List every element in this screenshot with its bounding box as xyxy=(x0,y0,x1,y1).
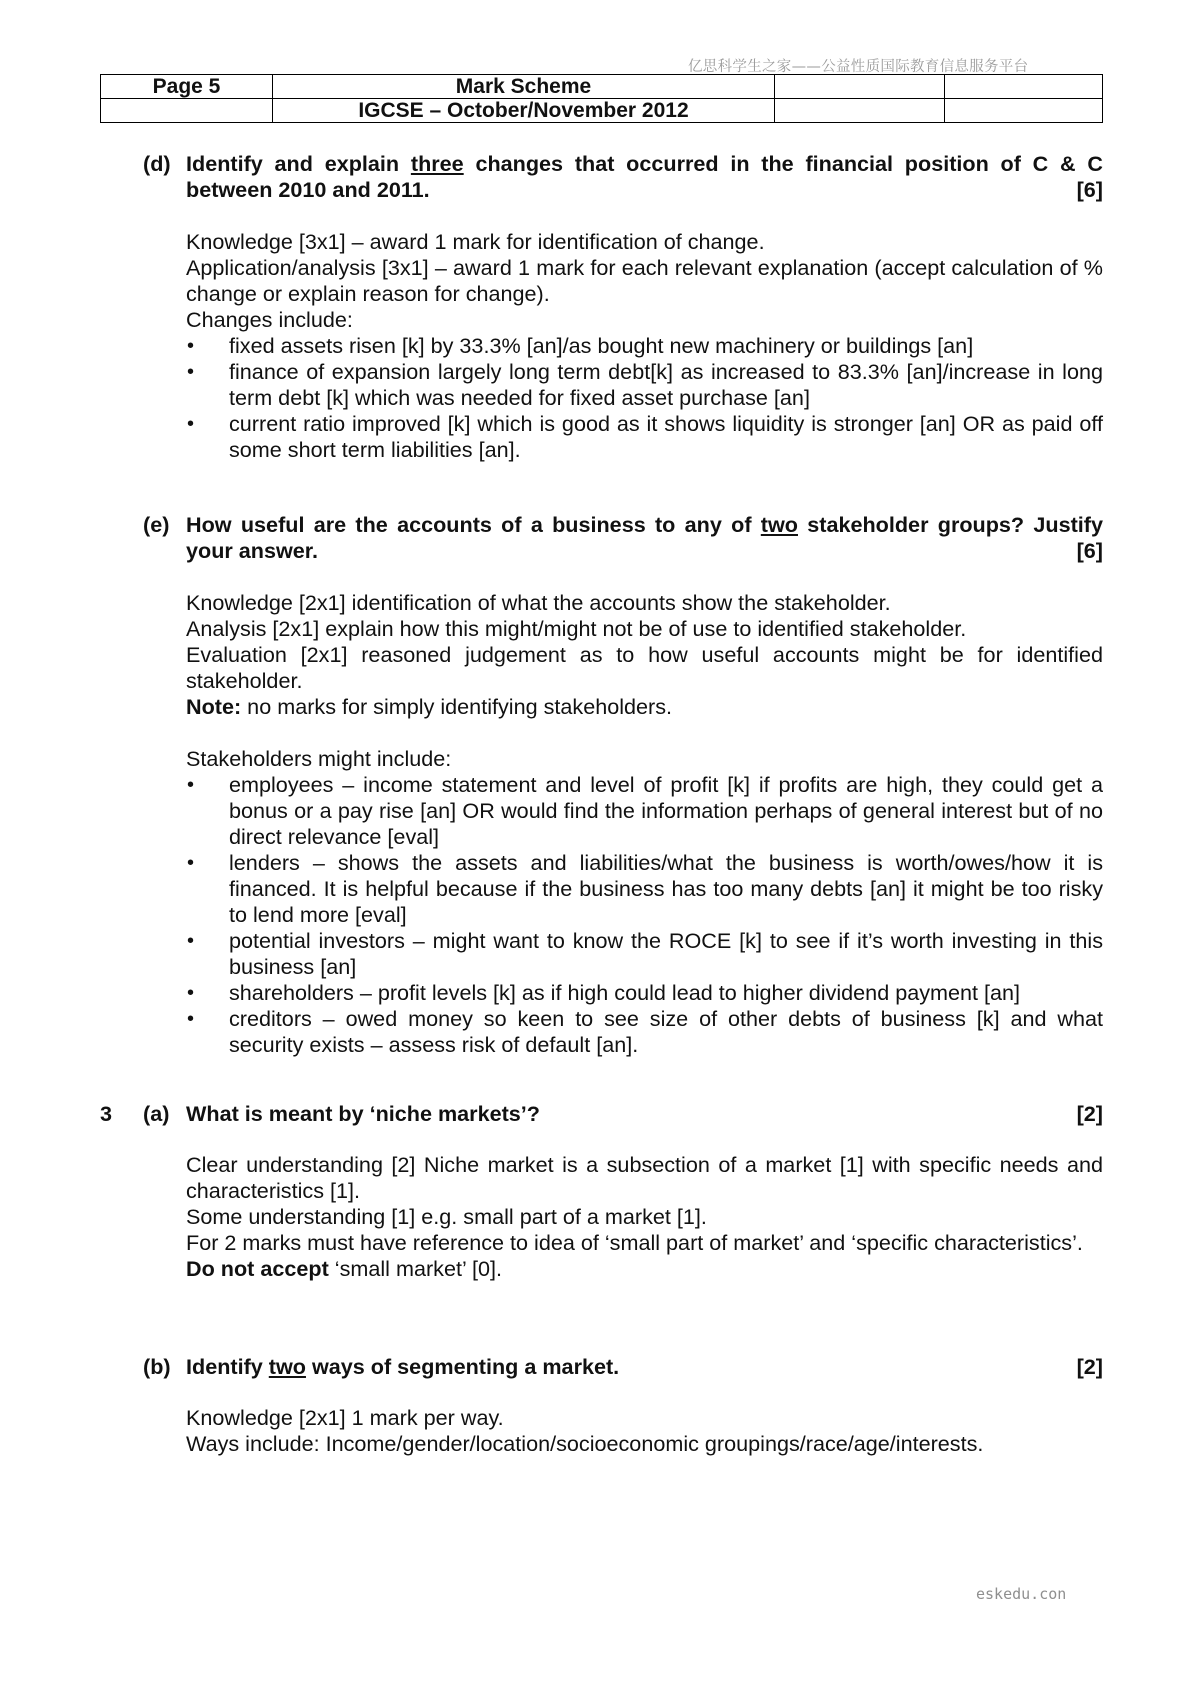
list-item: • lenders – shows the assets and liabilities/what the business is worth/owes/how it is financed. It is helpful because if the business has too many debts [an] it might be too risky to lend more [eval] xyxy=(186,850,1103,928)
question-text: between 2010 and 2011. xyxy=(186,177,430,202)
header-subtitle: IGCSE – October/November 2012 xyxy=(273,99,775,123)
list-item: • employees – income statement and level of profit [k] if profits are high, they could get a bonus or a pay rise [an] OR would find the information perhaps of general interest but of no direct relevance [eval] xyxy=(186,772,1103,850)
header-empty-cell xyxy=(775,75,945,99)
mark-allocation: [6] xyxy=(1076,177,1103,202)
header-table xyxy=(100,74,1103,123)
stakeholders-list xyxy=(186,772,1103,1058)
answer-2d xyxy=(186,229,1103,463)
changes-list xyxy=(186,333,1103,463)
note-text: Note: no marks for simply identifying stakeholders. xyxy=(186,694,673,719)
answer-3a xyxy=(186,1152,1103,1282)
watermark-top: 亿思科学生之家——公益性质国际教育信息服务平台 xyxy=(688,59,1029,75)
two-marks-text: For 2 marks must have reference to idea of ‘small part of market’ and ‘specific characteristics’. xyxy=(186,1230,1083,1255)
knowledge-text: Knowledge [2x1] identification of what the accounts show the stakeholder. xyxy=(186,590,891,615)
question-text: your answer. xyxy=(186,538,319,563)
do-not-accept-text: Do not accept ‘small market’ [0]. xyxy=(186,1256,502,1281)
mark-allocation: [6] xyxy=(1076,538,1103,563)
page-number: Page 5 xyxy=(101,75,273,99)
question-label: (a) xyxy=(143,1101,170,1126)
knowledge-text: Knowledge [2x1] 1 mark per way. xyxy=(186,1405,504,1430)
question-label: (b) xyxy=(143,1354,171,1379)
question-label: (e) xyxy=(143,512,170,537)
watermark-bottom: eskedu.con xyxy=(976,1585,1067,1603)
question-text: How useful are the accounts of a business to any of two stakeholder groups? Justify xyxy=(186,512,1103,537)
question-text: Identify two ways of segmenting a market. xyxy=(186,1354,620,1379)
question-number: 3 xyxy=(100,1101,113,1126)
stakeholders-intro: Stakeholders might include: xyxy=(186,746,452,771)
header-empty-cell xyxy=(101,99,273,123)
answer-3b xyxy=(186,1405,1103,1457)
application-text: Application/analysis [3x1] – award 1 mark for each relevant explanation (accept calculation of % change or explain reason for change). xyxy=(186,255,1103,306)
header-empty-cell xyxy=(775,99,945,123)
question-text: What is meant by ‘niche markets’? xyxy=(186,1101,540,1126)
header-empty-cell xyxy=(945,99,1103,123)
some-understanding-text: Some understanding [1] e.g. small part of a market [1]. xyxy=(186,1204,707,1229)
mark-allocation: [2] xyxy=(1076,1101,1103,1126)
list-item: • fixed assets risen [k] by 33.3% [an]/as bought new machinery or buildings [an] xyxy=(186,333,1103,359)
list-item: • potential investors – might want to know the ROCE [k] to see if it’s worth investing in this business [an] xyxy=(186,928,1103,980)
header-empty-cell xyxy=(945,75,1103,99)
evaluation-text: Evaluation [2x1] reasoned judgement as to how useful accounts might be for identified stakeholder. xyxy=(186,642,1103,693)
list-item: • current ratio improved [k] which is good as it shows liquidity is stronger [an] OR as paid off some short term liabilities [an]. xyxy=(186,411,1103,463)
question-2e xyxy=(186,512,1103,564)
header-title: Mark Scheme xyxy=(273,75,775,99)
knowledge-text: Knowledge [3x1] – award 1 mark for identification of change. xyxy=(186,229,765,254)
question-3b xyxy=(186,1354,1103,1380)
ways-text: Ways include: Income/gender/location/socioeconomic groupings/race/age/interests. xyxy=(186,1431,984,1456)
question-2d xyxy=(186,151,1103,203)
list-item: • creditors – owed money so keen to see size of other debts of business [k] and what security exists – assess risk of default [an]. xyxy=(186,1006,1103,1058)
question-label: (d) xyxy=(143,151,171,176)
question-3a xyxy=(186,1101,1103,1127)
list-item: • shareholders – profit levels [k] as if high could lead to higher dividend payment [an] xyxy=(186,980,1103,1006)
changes-intro: Changes include: xyxy=(186,307,353,332)
answer-2e xyxy=(186,590,1103,1058)
question-text: Identify and explain three changes that occurred in the financial position of C & C xyxy=(186,151,1103,176)
mark-allocation: [2] xyxy=(1076,1354,1103,1379)
clear-understanding-text: Clear understanding [2] Niche market is a subsection of a market [1] with specific needs and characteristics [1]. xyxy=(186,1152,1103,1203)
analysis-text: Analysis [2x1] explain how this might/might not be of use to identified stakeholder. xyxy=(186,616,967,641)
list-item: • finance of expansion largely long term debt[k] as increased to 83.3% [an]/increase in long term debt [k] which was needed for fixed asset purchase [an] xyxy=(186,359,1103,411)
